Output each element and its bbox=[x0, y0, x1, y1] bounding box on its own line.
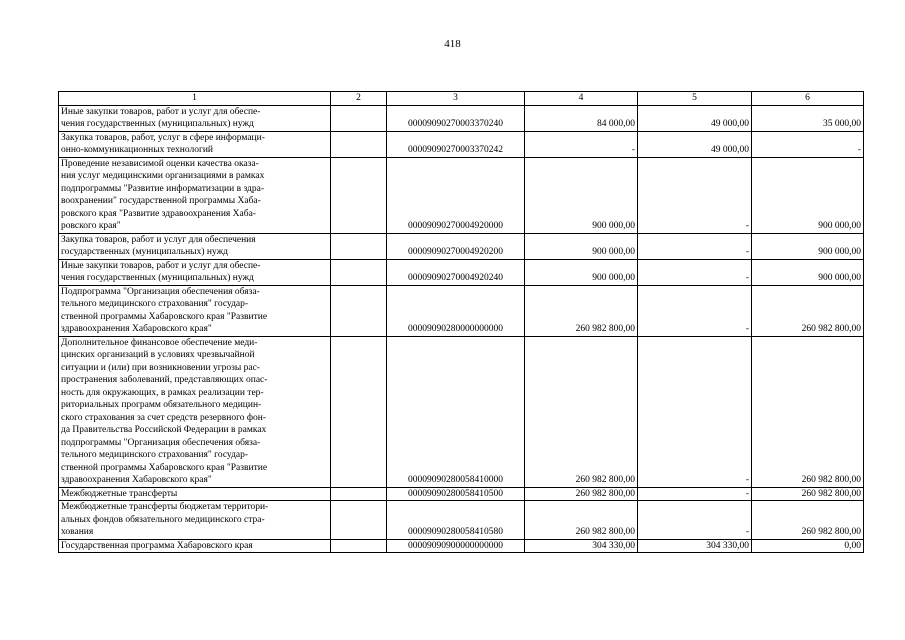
row-col2-cell bbox=[331, 336, 387, 487]
row-col6-value: 260 982 800,00 bbox=[752, 336, 864, 487]
row-col5-value: - bbox=[638, 233, 752, 259]
row-col4-value: 260 982 800,00 bbox=[525, 501, 638, 540]
row-col6-value: - bbox=[752, 131, 864, 157]
row-code-cell: 00009090900000000000 bbox=[387, 539, 525, 553]
row-name-cell: Государственная программа Хабаровского края bbox=[59, 539, 331, 553]
row-code-cell: 00009090270003370242 bbox=[387, 131, 525, 157]
row-col5-value: - bbox=[638, 336, 752, 487]
row-col6-value: 0,00 bbox=[752, 539, 864, 553]
row-code-cell: 00009090270004920240 bbox=[387, 259, 525, 285]
row-col2-cell bbox=[331, 105, 387, 131]
table-row bbox=[59, 259, 864, 285]
row-col2-cell bbox=[331, 539, 387, 553]
row-col6-value: 260 982 800,00 bbox=[752, 487, 864, 501]
row-code-cell: 00009090280058410500 bbox=[387, 487, 525, 501]
row-col6-value: 900 000,00 bbox=[752, 259, 864, 285]
column-header-6: 6 bbox=[752, 92, 864, 106]
row-col4-value: 260 982 800,00 bbox=[525, 487, 638, 501]
table-row bbox=[59, 105, 864, 131]
column-header-1: 1 bbox=[59, 92, 331, 106]
table-row bbox=[59, 336, 864, 487]
row-col4-value: 900 000,00 bbox=[525, 233, 638, 259]
column-header-3: 3 bbox=[387, 92, 525, 106]
table-row bbox=[59, 487, 864, 501]
row-col5-value: 49 000,00 bbox=[638, 105, 752, 131]
row-col5-value: - bbox=[638, 285, 752, 336]
table-row bbox=[59, 539, 864, 553]
row-col5-value: - bbox=[638, 501, 752, 540]
row-code-cell: 00009090270004920200 bbox=[387, 233, 525, 259]
column-header-2: 2 bbox=[331, 92, 387, 106]
row-name-cell: Межбюджетные трансферты бюджетам территори- альных фондов обязательного медицинского стра- хования bbox=[59, 501, 331, 540]
row-col4-value: 84 000,00 bbox=[525, 105, 638, 131]
row-code-cell: 00009090280058410580 bbox=[387, 501, 525, 540]
table-row bbox=[59, 285, 864, 336]
row-col5-value: - bbox=[638, 259, 752, 285]
row-code-cell: 00009090270004920000 bbox=[387, 157, 525, 233]
row-col6-value: 260 982 800,00 bbox=[752, 285, 864, 336]
row-col2-cell bbox=[331, 501, 387, 540]
table-row bbox=[59, 501, 864, 540]
row-col4-value: 900 000,00 bbox=[525, 259, 638, 285]
row-col2-cell bbox=[331, 285, 387, 336]
row-code-cell: 00009090280058410000 bbox=[387, 336, 525, 487]
row-name-cell: Закупка товаров, работ и услуг для обеспечения государственных (муниципальных) нужд bbox=[59, 233, 331, 259]
row-col4-value: - bbox=[525, 131, 638, 157]
row-col5-value: 304 330,00 bbox=[638, 539, 752, 553]
row-col5-value: - bbox=[638, 157, 752, 233]
row-name-cell: Иные закупки товаров, работ и услуг для обеспе- чения государственных (муниципальных) нужд bbox=[59, 259, 331, 285]
row-code-cell: 00009090280000000000 bbox=[387, 285, 525, 336]
row-col6-value: 260 982 800,00 bbox=[752, 501, 864, 540]
row-name-cell: Проведение независимой оценки качества оказа- ния услуг медицинскими организациями в рамках подпрограммы "Развитие информатизации в здра- воохранении" государственной программы Хаба- ровского края "Развитие здравоохранения Хаба- ровского края" bbox=[59, 157, 331, 233]
row-code-cell: 00009090270003370240 bbox=[387, 105, 525, 131]
table-row bbox=[59, 157, 864, 233]
row-col2-cell bbox=[331, 259, 387, 285]
budget-table bbox=[58, 91, 864, 553]
row-col2-cell bbox=[331, 131, 387, 157]
row-col6-value: 900 000,00 bbox=[752, 157, 864, 233]
row-col6-value: 900 000,00 bbox=[752, 233, 864, 259]
row-col4-value: 900 000,00 bbox=[525, 157, 638, 233]
row-col4-value: 260 982 800,00 bbox=[525, 285, 638, 336]
row-name-cell: Иные закупки товаров, работ и услуг для обеспе- чения государственных (муниципальных) нужд bbox=[59, 105, 331, 131]
row-col6-value: 35 000,00 bbox=[752, 105, 864, 131]
column-header-5: 5 bbox=[638, 92, 752, 106]
row-name-cell: Межбюджетные трансферты bbox=[59, 487, 331, 501]
table-row bbox=[59, 233, 864, 259]
row-col4-value: 260 982 800,00 bbox=[525, 336, 638, 487]
row-name-cell: Закупка товаров, работ, услуг в сфере информаци- онно-коммуникационных технологий bbox=[59, 131, 331, 157]
page-number: 418 bbox=[444, 38, 461, 50]
table-row bbox=[59, 131, 864, 157]
row-col2-cell bbox=[331, 233, 387, 259]
table-header-row bbox=[59, 92, 864, 106]
row-name-cell: Подпрограмма "Организация обеспечения обяза- тельного медицинского страхования" государ- ственной программы Хабаровского края "Развитие здравоохранения Хабаровского края" bbox=[59, 285, 331, 336]
row-col5-value: - bbox=[638, 487, 752, 501]
row-col5-value: 49 000,00 bbox=[638, 131, 752, 157]
row-col4-value: 304 330,00 bbox=[525, 539, 638, 553]
row-name-cell: Дополнительное финансовое обеспечение меди- цинских организаций в условиях чрезвычайной ситуации и (или) при возникновении угрозы рас- пространения заболеваний, представляющих опас- ность для окружающих, в рамках реализации тер- риториальных программ обязательного медицин- ского страхования за счет средств резервного фон- да Правительства Российской Федерации в рамках подпрограммы "Организация обеспечения обяза- тельного медицинского страхования" государ- ственной программы Хабаровского края "Развитие здравоохранения Хабаровского края" bbox=[59, 336, 331, 487]
row-col2-cell bbox=[331, 487, 387, 501]
row-col2-cell bbox=[331, 157, 387, 233]
column-header-4: 4 bbox=[525, 92, 638, 106]
